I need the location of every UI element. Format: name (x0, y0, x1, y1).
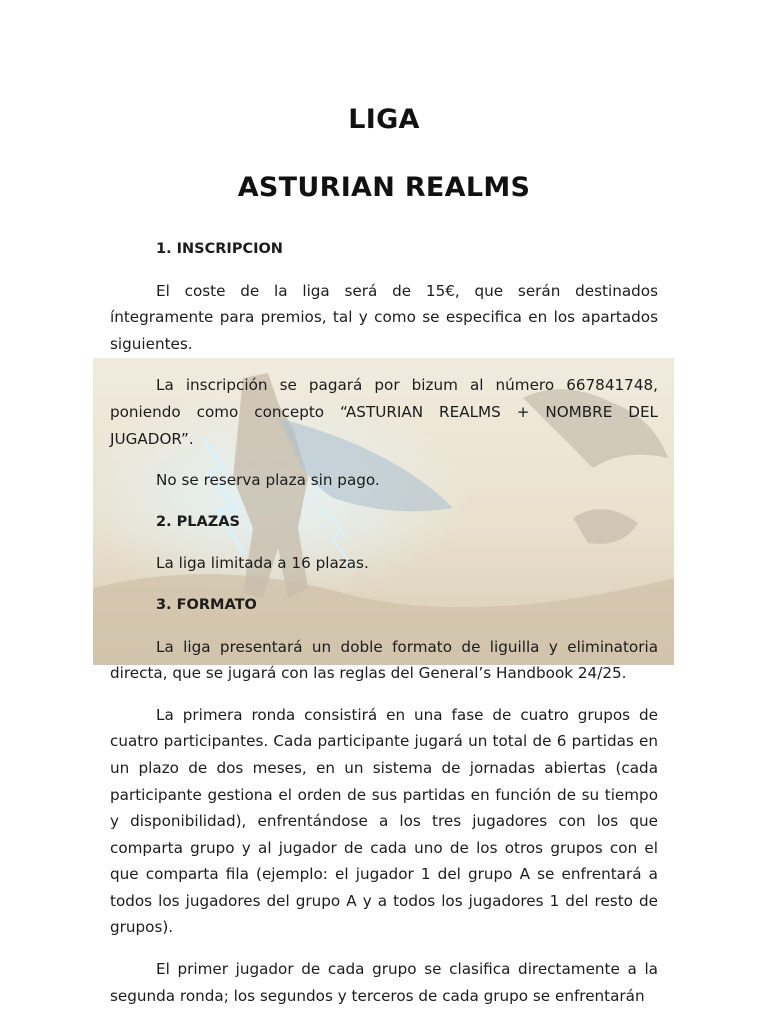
paragraph-primera-ronda: La primera ronda consistirá en una fase de cuatro grupos de cuatro participantes. Cada participante jugará un total de 6 partidas en un plazo de dos meses, en un sistema de jornadas abiertas (cada participante gestiona el orden de sus partidas en función de su tiempo y disponibilidad), enfrentándose a los tres jugadores con los que comparta grupo y al jugador de cada uno de los otros grupos con el que comparta fila (ejemplo: el jugador 1 del grupo A se enfrentará a todos los jugadores del grupo A y a todos los jugadores 1 del resto de grupos). (110, 705, 658, 937)
paragraph-sin-pago: No se reserva plaza sin pago. (156, 471, 380, 490)
section-heading-plazas: 2. PLAZAS (156, 513, 240, 530)
document-title-liga: LIGA (348, 104, 420, 135)
paragraph-bizum: La inscripción se pagará por bizum al número 667841748, poniendo como concepto “ASTURIAN REALMS + NOMBRE DEL JUGADOR”. (110, 376, 658, 448)
paragraph-primer-jugador: El primer jugador de cada grupo se clasifica directamente a la segunda ronda; los segundos y terceros de cada grupo se enfrentarán (110, 960, 658, 1005)
section-heading-formato: 3. FORMATO (156, 596, 257, 613)
paragraph-formato: La liga presentará un doble formato de liguilla y eliminatoria directa, que se jugará con las reglas del General’s Handbook 24/25. (110, 637, 658, 683)
section-heading-inscripcion: 1. INSCRIPCION (156, 241, 283, 257)
paragraph-coste: El coste de la liga será de 15€, que serán destinados íntegramente para premios, tal y como se especifica en los apartados siguientes. (110, 281, 658, 353)
document-body (110, 236, 658, 1024)
paragraph-plazas: La liga limitada a 16 plazas. (156, 554, 369, 573)
document-title-asturian-realms: ASTURIAN REALMS (237, 172, 531, 203)
